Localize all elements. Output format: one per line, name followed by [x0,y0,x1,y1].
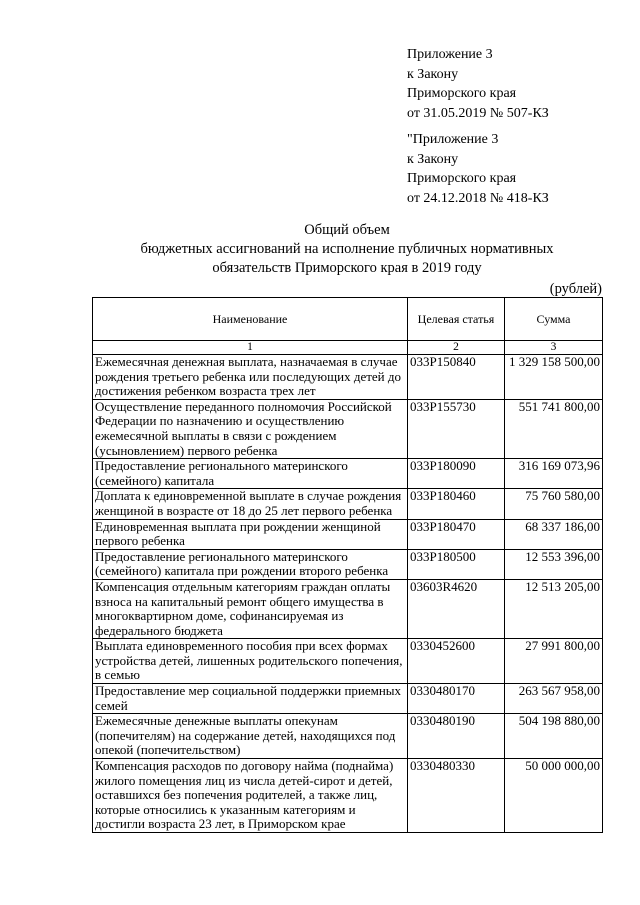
table-row [93,399,603,458]
allocations-table [92,297,603,833]
appendix-previous [407,130,549,208]
column-number-row [93,341,603,355]
title-line: обязательств Приморского края в 2019 году [212,260,482,276]
row-code: 033P150840 [408,355,505,400]
row-code: 033P180460 [408,489,505,519]
row-name: Предоставление регионального материнского (семейного) капитала [93,459,408,489]
table-row [93,639,603,684]
row-sum: 75 760 580,00 [505,489,603,519]
row-name: Единовременная выплата при рождении женщиной первого ребенка [93,519,408,549]
row-code: 033P180500 [408,549,505,579]
column-number: 1 [93,341,408,355]
appendix-current [407,45,549,123]
title-line: бюджетных ассигнований на исполнение публичных нормативных [140,241,554,257]
table-row [93,579,603,638]
row-sum: 50 000 000,00 [505,759,603,833]
column-number: 2 [408,341,505,355]
row-code: 03603R4620 [408,579,505,638]
row-name: Предоставление регионального материнского (семейного) капитала при рождении второго ребенка [93,549,408,579]
row-code: 033P155730 [408,399,505,458]
header-name: Наименование [93,298,408,341]
header-code: Целевая статья [408,298,505,341]
title-line: Общий объем [304,222,390,238]
row-sum: 12 553 396,00 [505,549,603,579]
row-name: Ежемесячные денежные выплаты опекунам (попечителям) на содержание детей, находящихся под опекой (попечительством) [93,714,408,759]
appendix-line: Приложение 3 [407,47,493,62]
table-row [93,714,603,759]
row-name: Доплата к единовременной выплате в случае рождения женщиной в возрасте от 18 до 25 лет первого ребенка [93,489,408,519]
row-sum: 1 329 158 500,00 [505,355,603,400]
document-title [92,221,602,278]
appendix-line: "Приложение 3 [407,132,499,147]
row-name: Предоставление мер социальной поддержки приемных семей [93,684,408,714]
appendix-line: Приморского края [407,171,517,186]
column-number: 3 [505,341,603,355]
row-sum: 12 513 205,00 [505,579,603,638]
row-sum: 68 337 186,00 [505,519,603,549]
row-name: Компенсация отдельным категориям граждан оплаты взноса на капитальный ремонт общего имущества в многоквартирном доме, софинансируемая из федерального бюджета [93,579,408,638]
table-row [93,549,603,579]
row-name: Выплата единовременного пособия при всех формах устройства детей, лишенных родительского попечения, в семью [93,639,408,684]
row-sum: 263 567 958,00 [505,684,603,714]
header-row [93,298,603,341]
row-code: 0330452600 [408,639,505,684]
row-code: 033P180470 [408,519,505,549]
appendix-line: к Закону [407,151,459,167]
row-name: Ежемесячная денежная выплата, назначаемая в случае рождения третьего ребенка или последующих детей до достижения ребенком возраста трех лет [93,355,408,400]
table-row [93,355,603,400]
table-row [93,489,603,519]
row-name: Компенсация расходов по договору найма (поднайма) жилого помещения лиц из числа детей-сирот и детей, оставшихся без попечения родителей, а также лиц, которые относились к указанным категориям и достигли возраста 23 лет, в Приморском крае [93,759,408,833]
appendix-line: Приморского края [407,86,517,101]
appendix-line: к Закону [407,66,459,82]
row-code: 0330480330 [408,759,505,833]
header-sum: Сумма [505,298,603,341]
row-name: Осуществление переданного полномочия Российской Федерации по назначению и осуществлению ежемесячной выплаты в связи с рождением (усыновлением) первого ребенка [93,399,408,458]
table-row [93,684,603,714]
row-sum: 27 991 800,00 [505,639,603,684]
row-sum: 316 169 073,96 [505,459,603,489]
table-row [93,759,603,833]
table-row [93,519,603,549]
row-sum: 504 198 880,00 [505,714,603,759]
appendix-line: от 24.12.2018 № 418-КЗ [407,190,549,206]
row-code: 0330480190 [408,714,505,759]
units-label: (рублей) [549,281,602,297]
row-sum: 551 741 800,00 [505,399,603,458]
row-code: 0330480170 [408,684,505,714]
table-row [93,459,603,489]
row-code: 033P180090 [408,459,505,489]
appendix-line: от 31.05.2019 № 507-КЗ [407,105,549,121]
